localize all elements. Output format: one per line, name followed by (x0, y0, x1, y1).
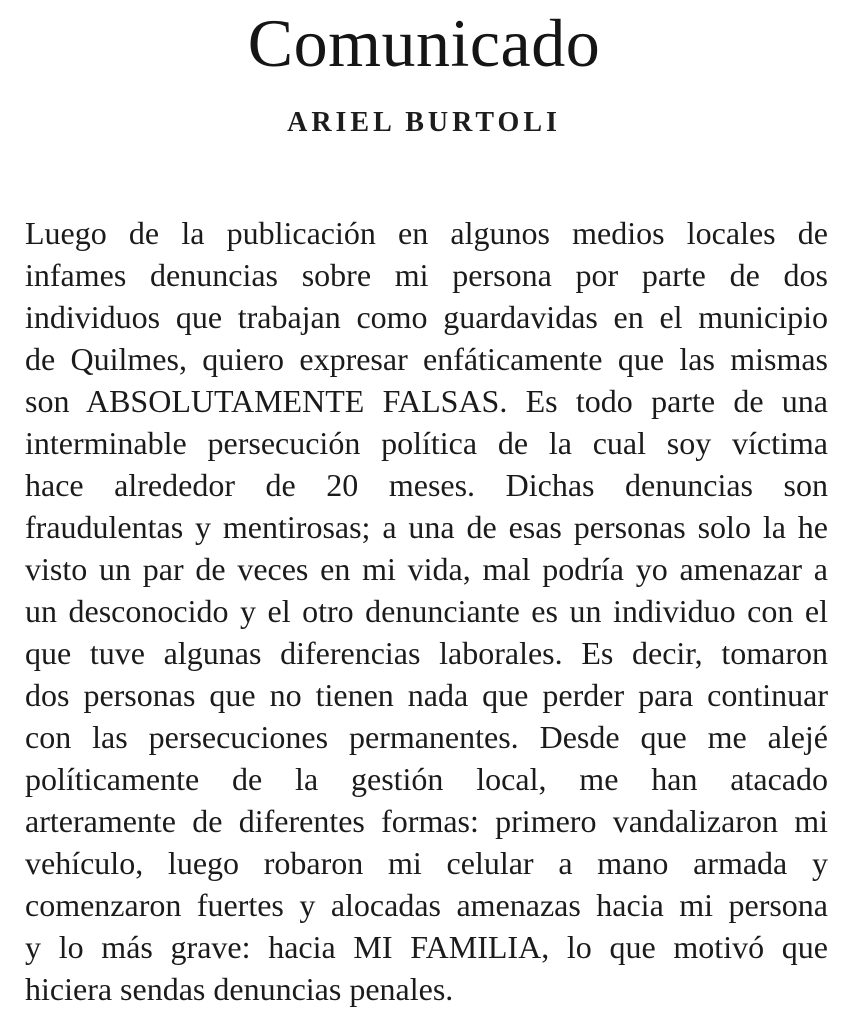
document-body (0, 212, 848, 1010)
document-title: Comunicado (247, 5, 601, 81)
body-text-line: comenzaron fuertes y alocadas amenazas hacia mi persona (25, 887, 828, 923)
body-text-line: interminable persecución política de la cual soy víctima (25, 425, 828, 461)
body-text-line: dos personas que no tienen nada que perder para continuar (25, 677, 828, 713)
body-text-line: políticamente de la gestión local, me han atacado (25, 761, 828, 797)
body-text-line: de Quilmes, quiero expresar enfáticamente que las mismas (25, 341, 828, 377)
document-author: ARIEL BURTOLI (287, 107, 561, 138)
body-text-line: hace alrededor de 20 meses. Dichas denuncias son (25, 467, 828, 503)
body-text-line: Luego de la publicación en algunos medios locales de (25, 215, 828, 251)
body-text-line: y lo más grave: hacia MI FAMILIA, lo que motivó que (25, 929, 828, 965)
body-text-line: fraudulentas y mentirosas; a una de esas personas solo la he (25, 509, 828, 545)
body-text-line: visto un par de veces en mi vida, mal podría yo amenazar a (25, 551, 828, 587)
body-text-line: un desconocido y el otro denunciante es un individuo con el (25, 593, 828, 629)
body-text-line: con las persecuciones permanentes. Desde que me alejé (25, 719, 828, 755)
body-text-line: arteramente de diferentes formas: primero vandalizaron mi (25, 803, 828, 839)
body-text-line: individuos que trabajan como guardavidas en el municipio (25, 299, 828, 335)
body-text-line: vehículo, luego robaron mi celular a mano armada y (25, 845, 828, 881)
body-text-line: que tuve algunas diferencias laborales. Es decir, tomaron (25, 635, 828, 671)
body-text-line: hiciera sendas denuncias penales. (25, 971, 454, 1007)
body-text-line: son ABSOLUTAMENTE FALSAS. Es todo parte de una (25, 383, 828, 419)
body-text-line: infames denuncias sobre mi persona por parte de dos (25, 257, 828, 293)
